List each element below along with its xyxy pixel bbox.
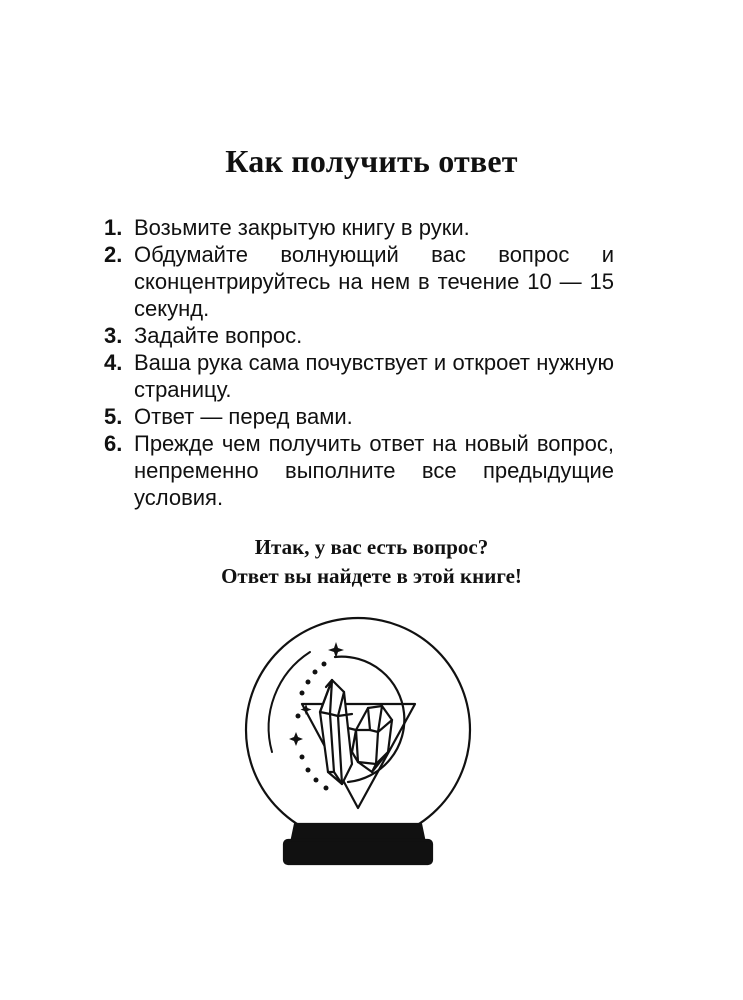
crystal-icon (320, 680, 352, 784)
instructions-list (104, 214, 614, 511)
list-item (104, 403, 614, 430)
list-item (104, 241, 614, 322)
step-text: Возьмите закрытую книгу в руки. (134, 215, 470, 240)
crystal-ball-icon (240, 612, 476, 872)
step-number: 5. (104, 404, 123, 429)
closing-answer: Ответ вы найдете в этой книге! (221, 564, 522, 588)
list-item (104, 349, 614, 403)
step-text: Прежде чем получить ответ на новый вопрос, непременно выполните все предыдущие условия. (134, 431, 614, 510)
step-text: Задайте вопрос. (134, 323, 303, 348)
step-number: 1. (104, 215, 123, 240)
step-number: 6. (104, 431, 123, 456)
step-text: Ответ — перед вами. (134, 404, 353, 429)
step-text: Ваша рука сама почувствует и откроет нужную страницу. (134, 350, 614, 402)
list-item (104, 214, 614, 241)
list-item (104, 430, 614, 511)
page-title: Как получить ответ (225, 143, 518, 180)
glass-highlight (269, 652, 310, 752)
small-crystal-icon (348, 706, 392, 772)
list-item (104, 322, 614, 349)
closing-text (0, 533, 743, 591)
stand-base (284, 840, 432, 864)
step-number: 4. (104, 350, 123, 375)
step-number: 2. (104, 242, 123, 267)
closing-question: Итак, у вас есть вопрос? (254, 535, 489, 559)
step-text: Обдумайте волнующий вас вопрос и сконцентрируйтесь на нем в течение 10 — 15 секунд. (134, 242, 614, 321)
step-number: 3. (104, 323, 123, 348)
